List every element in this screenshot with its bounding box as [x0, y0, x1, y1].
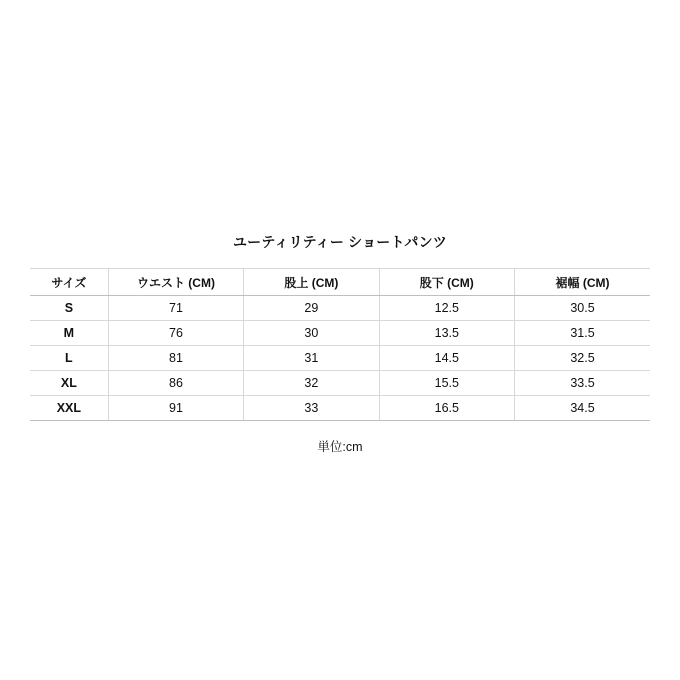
table-header	[30, 269, 650, 296]
cell-rise: 30	[244, 321, 379, 346]
cell-size: M	[30, 321, 108, 346]
table-row	[30, 321, 650, 346]
cell-inseam: 12.5	[379, 296, 514, 321]
cell-size: S	[30, 296, 108, 321]
cell-waist: 91	[108, 396, 243, 421]
column-header-rise: 股上 (CM)	[244, 269, 379, 296]
cell-size: L	[30, 346, 108, 371]
column-header-size: サイズ	[30, 269, 108, 296]
cell-waist: 81	[108, 346, 243, 371]
cell-hem-width: 33.5	[515, 371, 650, 396]
cell-size: XL	[30, 371, 108, 396]
cell-hem-width: 30.5	[515, 296, 650, 321]
cell-hem-width: 31.5	[515, 321, 650, 346]
cell-hem-width: 32.5	[515, 346, 650, 371]
cell-hem-width: 34.5	[515, 396, 650, 421]
cell-size: XXL	[30, 396, 108, 421]
cell-waist: 86	[108, 371, 243, 396]
column-header-hem-width: 裾幅 (CM)	[515, 269, 650, 296]
cell-rise: 32	[244, 371, 379, 396]
unit-note: 単位:cm	[317, 440, 363, 454]
column-header-waist: ウエスト (CM)	[108, 269, 243, 296]
table-row	[30, 371, 650, 396]
cell-waist: 76	[108, 321, 243, 346]
size-chart	[0, 232, 680, 455]
cell-inseam: 14.5	[379, 346, 514, 371]
cell-inseam: 15.5	[379, 371, 514, 396]
cell-inseam: 16.5	[379, 396, 514, 421]
column-header-inseam: 股下 (CM)	[379, 269, 514, 296]
table-body	[30, 296, 650, 421]
table-header-row	[30, 269, 650, 296]
cell-inseam: 13.5	[379, 321, 514, 346]
cell-rise: 29	[244, 296, 379, 321]
table-row	[30, 396, 650, 421]
table-row	[30, 346, 650, 371]
table-row	[30, 296, 650, 321]
cell-rise: 33	[244, 396, 379, 421]
cell-rise: 31	[244, 346, 379, 371]
size-table	[30, 268, 650, 421]
cell-waist: 71	[108, 296, 243, 321]
page-title: ユーティリティー ショートパンツ	[232, 234, 447, 250]
